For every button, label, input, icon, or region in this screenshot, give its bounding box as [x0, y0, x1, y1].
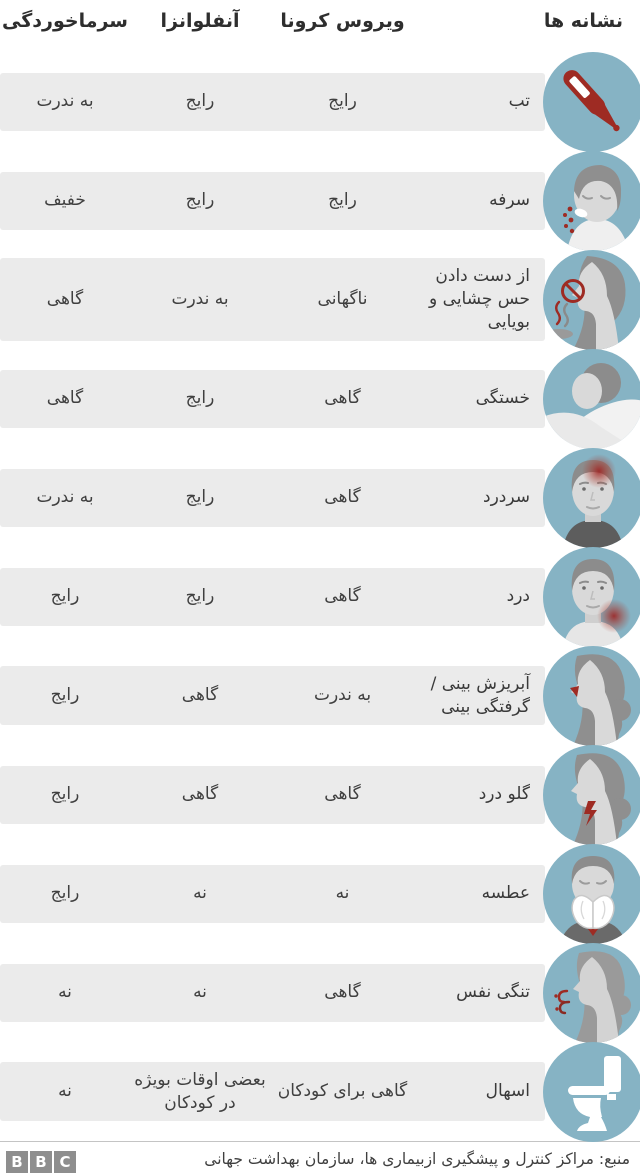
- row-band: [0, 172, 545, 230]
- coronavirus-value: ناگهانی: [317, 289, 368, 310]
- symptom-name: اسهال: [485, 1081, 530, 1102]
- row-band: [0, 666, 545, 726]
- row-band: [0, 568, 545, 626]
- coronavirus-value: گاهی: [324, 784, 361, 805]
- table-row: [0, 844, 640, 943]
- header-influenza: آنفلوانزا: [160, 10, 240, 32]
- influenza-value: رایج: [185, 91, 215, 112]
- coronavirus-value: به ندرت: [313, 685, 372, 706]
- cold-value: رایج: [50, 784, 80, 805]
- table-header: [0, 0, 640, 52]
- footer: [0, 1141, 640, 1175]
- symptom-icon-circle: [543, 646, 640, 746]
- symptom-icon-circle: [543, 745, 640, 845]
- coronavirus-value: رایج: [328, 190, 357, 211]
- bbc-logo-letter: B: [30, 1151, 52, 1173]
- bbc-logo: [6, 1151, 76, 1173]
- symptom-icon-circle: [543, 250, 640, 350]
- table-row: [0, 250, 640, 349]
- table-row: [0, 151, 640, 250]
- symptom-icon-circle: [543, 448, 640, 548]
- influenza-value: نه: [193, 883, 207, 904]
- table-row: [0, 943, 640, 1042]
- cough-icon: [543, 151, 640, 251]
- row-band: [0, 258, 545, 341]
- coronavirus-value: گاهی: [324, 388, 361, 409]
- source-text: منبع: مراکز کنترل و پیشگیری ازبیماری ها، سازمان بهداشت جهانی: [204, 1149, 630, 1168]
- diarrhea-icon: [543, 1042, 640, 1142]
- symptom-name: سردرد: [483, 487, 530, 508]
- symptom-name: تب: [508, 91, 530, 112]
- symptom-table-body: [0, 52, 640, 1141]
- symptom-icon-circle: [543, 151, 640, 251]
- row-band: [0, 1062, 545, 1122]
- symptom-name: آبریزش بینی / گرفتگی بینی: [430, 673, 530, 717]
- sneezing-icon: [543, 844, 640, 944]
- table-row: [0, 745, 640, 844]
- cold-value: به ندرت: [36, 91, 94, 112]
- table-row: [0, 646, 640, 745]
- symptom-icon-circle: [543, 349, 640, 449]
- symptom-name: سرفه: [489, 190, 530, 211]
- symptom-name: خستگی: [475, 388, 530, 409]
- fatigue-icon: [543, 349, 640, 449]
- symptom-icon-circle: [543, 547, 640, 647]
- row-band: [0, 469, 545, 527]
- row-band: [0, 73, 545, 131]
- symptom-name: درد: [506, 586, 530, 607]
- row-band: [0, 865, 545, 923]
- coronavirus-value: گاهی: [324, 487, 361, 508]
- row-band: [0, 964, 545, 1022]
- influenza-value: گاهی: [181, 685, 219, 706]
- cold-value: گاهی: [46, 388, 84, 409]
- cold-value: گاهی: [46, 289, 84, 310]
- headache-icon: [543, 448, 640, 548]
- cold-value: رایج: [50, 685, 80, 706]
- influenza-value: رایج: [185, 388, 215, 409]
- header-symptoms: نشانه ها: [543, 10, 623, 32]
- cold-value: نه: [58, 1081, 72, 1102]
- symptom-name: عطسه: [481, 883, 530, 904]
- symptom-icon-circle: [543, 52, 640, 152]
- cold-value: نه: [58, 982, 72, 1003]
- aches-icon: [543, 547, 640, 647]
- influenza-value: رایج: [185, 190, 215, 211]
- loss-of-smell-icon: [543, 250, 640, 350]
- influenza-value: رایج: [185, 586, 215, 607]
- coronavirus-value: نه: [335, 883, 350, 904]
- cold-value: خفیف: [44, 190, 86, 211]
- coronavirus-value: رایج: [328, 91, 357, 112]
- table-row: [0, 1042, 640, 1141]
- shortness-of-breath-icon: [543, 943, 640, 1043]
- row-band: [0, 766, 545, 824]
- influenza-value: رایج: [185, 487, 215, 508]
- influenza-value: به ندرت: [171, 289, 229, 310]
- table-row: [0, 52, 640, 151]
- symptom-icon-circle: [543, 1042, 640, 1142]
- cold-value: رایج: [50, 586, 80, 607]
- influenza-value: نه: [193, 982, 207, 1003]
- cold-value: رایج: [50, 883, 80, 904]
- table-row: [0, 448, 640, 547]
- runny-nose-icon: [543, 646, 640, 746]
- header-coronavirus: ویروس کرونا: [280, 10, 405, 32]
- coronavirus-value: گاهی برای کودکان: [277, 1081, 408, 1102]
- fever-icon: [543, 52, 640, 152]
- symptom-name: از دست دادن حس چشایی و بویایی: [429, 266, 530, 332]
- influenza-value: بعضی اوقات بویژه در کودکان: [134, 1069, 266, 1113]
- influenza-value: گاهی: [181, 784, 219, 805]
- symptom-name: گلو درد: [478, 784, 530, 805]
- symptom-icon-circle: [543, 943, 640, 1043]
- row-band: [0, 370, 545, 428]
- table-row: [0, 547, 640, 646]
- coronavirus-value: گاهی: [324, 982, 361, 1003]
- cold-value: به ندرت: [36, 487, 94, 508]
- symptom-name: تنگی نفس: [456, 982, 530, 1003]
- table-row: [0, 349, 640, 448]
- symptom-icon-circle: [543, 844, 640, 944]
- header-common-cold: سرماخوردگی: [2, 10, 128, 32]
- bbc-logo-letter: B: [6, 1151, 28, 1173]
- sore-throat-icon: [543, 745, 640, 845]
- bbc-logo-letter: C: [54, 1151, 76, 1173]
- coronavirus-value: گاهی: [324, 586, 361, 607]
